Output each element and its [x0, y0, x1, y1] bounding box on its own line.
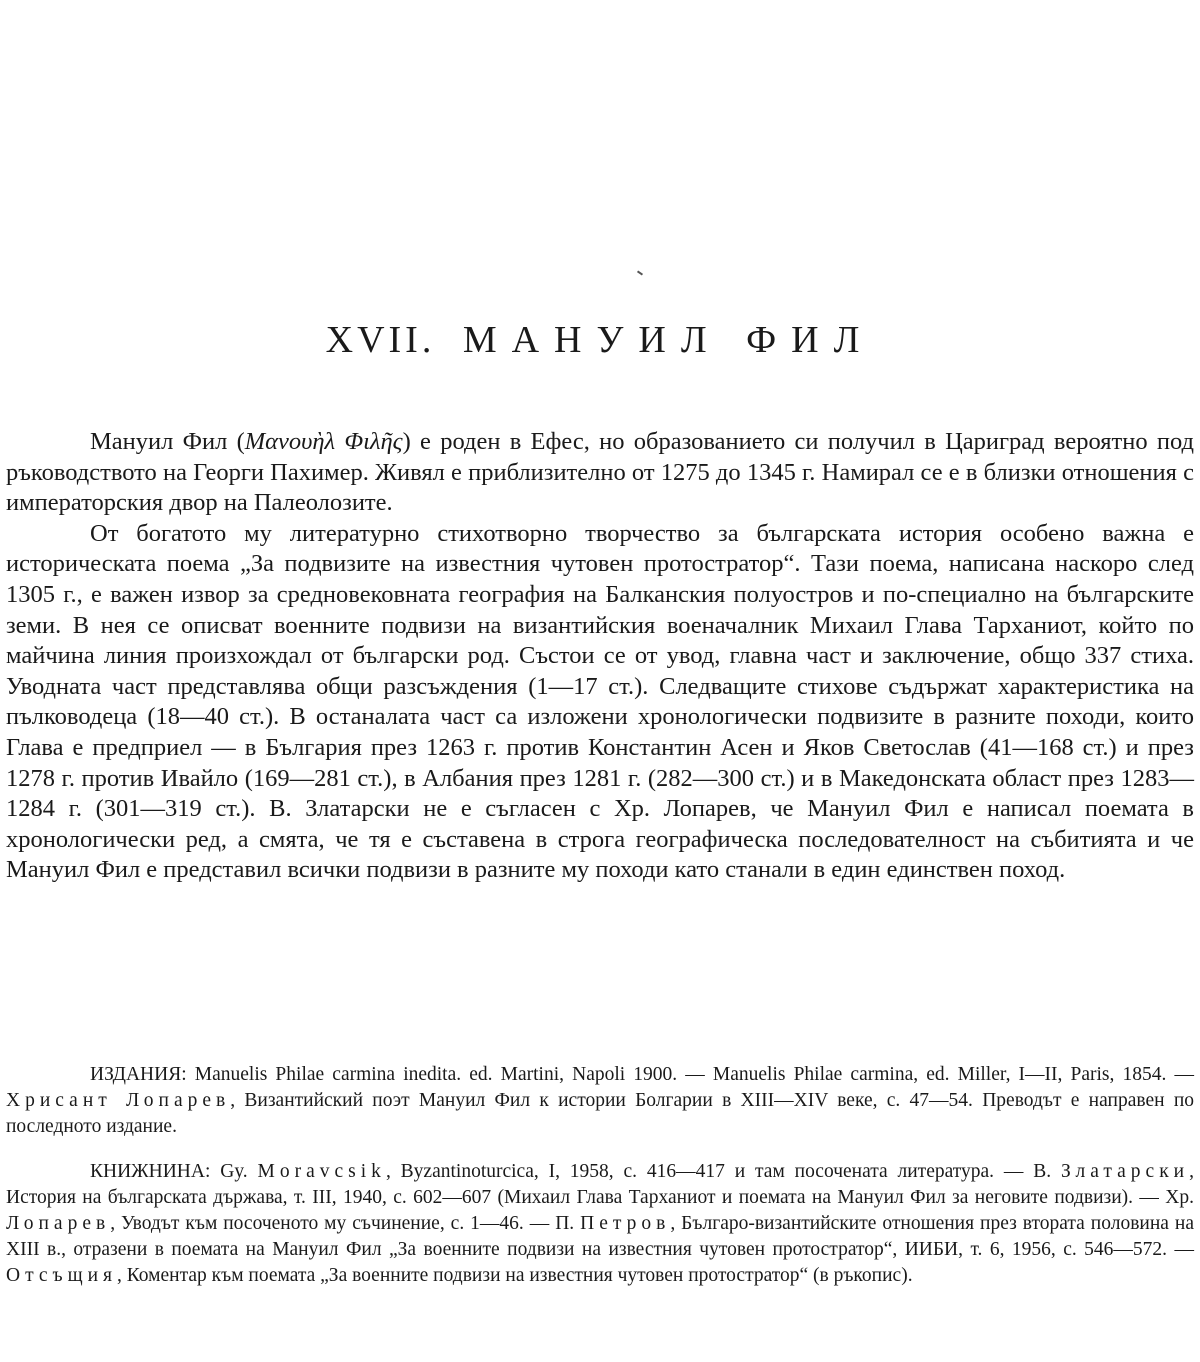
- literature-author-4: Петров: [580, 1213, 671, 1234]
- paragraph-intro: [6, 427, 1194, 519]
- main-text: [6, 427, 1194, 886]
- chapter-number: XVII.: [325, 319, 436, 361]
- literature-label: КНИЖНИНА:: [90, 1161, 211, 1182]
- literature-text-2: , Byzantinoturcica, I, 1958, с. 416—417 и там посочената литература. — В.: [385, 1161, 1061, 1182]
- literature-author-3: Лопарев: [6, 1213, 111, 1234]
- literature-text-6: , Коментар към поемата „За военните подвизи на известния чутовен протостратор“ (в ръкопис).: [117, 1265, 913, 1286]
- paragraph-intro-start: Мануил Фил (: [90, 428, 245, 455]
- editions-author-1: Хрисант Лопарев: [6, 1090, 231, 1111]
- literature-author-2: Златарски: [1060, 1161, 1190, 1182]
- literature-author-5: Отсъщия: [6, 1265, 118, 1286]
- editions-note: [6, 1062, 1194, 1140]
- literature-text-4: , Уводът към посоченото му съчинение, с. 1—46. — П.: [110, 1213, 581, 1234]
- paragraph-poem: От богатото му литературно стихотворно творчество за българската история особено важна е историческата поема „За подвизите на известния чутовен протостратор“. Тази поема, написана наскоро след 1305 г., е важен извор за средновековната география на Балканския полуостров и по-специално на българските земи. В нея се описват военните подвизи на византийския военачалник Михаил Глава Тарханиот, който по майчина линия произхождал от български род. Състои се от увод, главна част и заключение, общо 337 стиха. Уводната част представлява общи разсъждения (1—17 ст.). Следващите стихове съдържат характеристика на пълководеца (18—40 ст.). В останалата част са изложени хронологически подвизите в разните походи, които Глава е предприел — в България през 1263 г. против Константин Асен и Яков Светослав (41—168 ст.) и през 1278 г. против Ивайло (169—281 ст.), в Албания през 1281 г. (282—300 ст.) и в Македонската област през 1283—1284 г. (301—319 ст.). В. Златарски не е съгласен с Хр. Лопарев, че Мануил Фил е написал поемата в хронологически ред, а смята, че тя е съставена в строга географическа последователност на събитията и че Мануил Фил е представил всички подвизи в разните му походи като станали в един единствен поход.: [6, 519, 1194, 884]
- print-speck: [637, 270, 643, 275]
- editions-text-1: Manuelis Philae carmina inedita. ed. Martini, Napoli 1900. — Manuelis Philae carmina, ed. Miller, I—II, Paris, 1854. —: [186, 1064, 1194, 1085]
- greek-name: Μανουὴλ Φιλῆς: [244, 428, 403, 455]
- literature-text-3: , История на българската държава, т. III, 1940, с. 602—607 (Михаил Глава Тарханиот и поемата на Мануил Фил за неговите подвизи). — Хр.: [6, 1161, 1194, 1208]
- chapter-title: [0, 318, 1200, 362]
- literature-text-1: Gy.: [210, 1161, 258, 1182]
- editions-text-2: , Византийский поэт Мануил Фил к истории Болгарии в XIII—XIV веке, с. 47—54. Преводът е направен по последното издание.: [6, 1090, 1195, 1137]
- literature-text-5: , Българо-византийските отношения през втората половина на XIII в., отразени в поемата на Мануил Фил „За военните подвизи на известния чутовен протостратор“, ИИБИ, т. 6, 1956, с. 546—572. —: [6, 1213, 1194, 1260]
- editions-label: ИЗДАНИЯ:: [90, 1064, 187, 1085]
- literature-note: [6, 1159, 1194, 1289]
- chapter-name: МАНУИЛ ФИЛ: [462, 319, 875, 361]
- literature-author-1: Moravcsik: [257, 1161, 386, 1182]
- paragraph-intro-rest: ) е роден в Ефес, но образованието си получил в Цариград вероятно под ръководството на Георги Пахимер. Живял е приблизително от 1275 до 1345 г. Намирал се е в близки отношения с императорския двор на Палеолозите.: [6, 428, 1194, 517]
